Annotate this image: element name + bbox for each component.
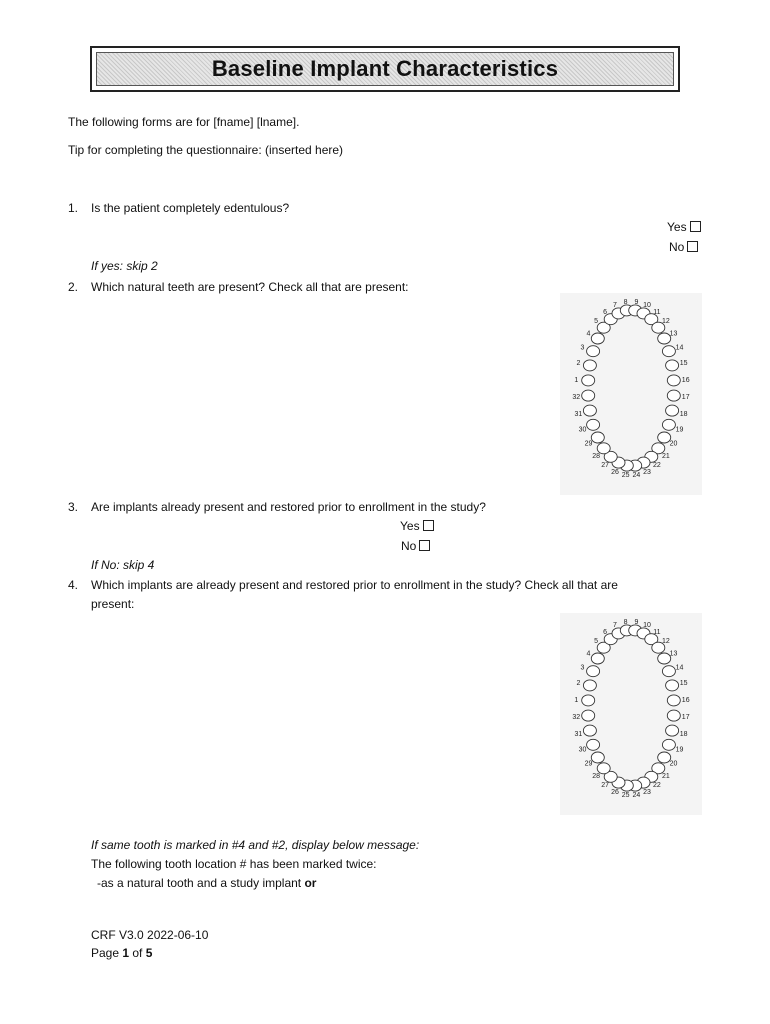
tooth-number-12: 12 — [662, 318, 670, 326]
tooth-number-10: 10 — [643, 622, 651, 630]
tooth-number-2: 2 — [576, 360, 581, 368]
duplicate-message-line2 — [97, 876, 316, 890]
q3-number: 3. — [68, 500, 79, 514]
tooth-1[interactable] — [582, 375, 595, 386]
tooth-number-29: 29 — [584, 760, 593, 768]
q1-yes-label: Yes — [667, 220, 687, 234]
tooth-number-21: 21 — [662, 772, 670, 780]
tooth-number-9: 9 — [634, 618, 639, 626]
intro-text: The following forms are for [fname] [lname]. — [68, 115, 300, 129]
tooth-chart-implants-drawing[interactable] — [560, 613, 702, 815]
page-current: 1 — [122, 946, 130, 960]
page-of: of — [129, 946, 146, 960]
tooth-number-31: 31 — [574, 730, 583, 738]
q3-yes-option[interactable] — [400, 519, 434, 533]
tooth-number-1: 1 — [574, 377, 579, 384]
tooth-17[interactable] — [667, 390, 680, 401]
q1-no-checkbox[interactable] — [687, 241, 698, 252]
q3-no-checkbox[interactable] — [419, 540, 430, 551]
tooth-number-8: 8 — [623, 618, 628, 626]
tooth-3[interactable] — [587, 666, 600, 677]
tooth-18[interactable] — [666, 725, 679, 736]
tooth-number-5: 5 — [594, 318, 599, 326]
page-title: Baseline Implant Characteristics — [211, 56, 559, 81]
page-prefix: Page — [91, 946, 123, 960]
tooth-16[interactable] — [667, 375, 680, 386]
tooth-number-14: 14 — [675, 344, 684, 352]
q4-text-line2: present: — [91, 597, 135, 611]
title-banner — [90, 46, 680, 92]
tooth-number-4: 4 — [586, 330, 591, 338]
q4-text-line1: Which implants are already present and restored prior to enrollment in the study? Check all that are — [91, 578, 618, 592]
tip-text: Tip for completing the questionnaire: (inserted here) — [68, 143, 344, 157]
tooth-29[interactable] — [591, 432, 604, 443]
tooth-number-6: 6 — [603, 308, 608, 316]
tooth-number-23: 23 — [643, 788, 651, 796]
tooth-chart-natural-drawing[interactable] — [560, 293, 702, 495]
tooth-number-4: 4 — [586, 650, 591, 658]
tooth-number-15: 15 — [679, 360, 688, 368]
tooth-number-24: 24 — [632, 472, 641, 480]
tooth-32[interactable] — [582, 710, 595, 721]
footer-version: CRF V3.0 2022-06-10 — [91, 928, 209, 942]
tooth-number-10: 10 — [643, 302, 651, 310]
tooth-30[interactable] — [587, 739, 600, 750]
tooth-19[interactable] — [662, 739, 675, 750]
tooth-31[interactable] — [583, 405, 596, 416]
tooth-19[interactable] — [662, 419, 675, 430]
tooth-30[interactable] — [587, 419, 600, 430]
q3-text: Are implants already present and restored prior to enrollment in the study? — [91, 500, 486, 514]
tooth-chart-implants[interactable] — [560, 613, 702, 815]
tooth-number-5: 5 — [594, 638, 599, 646]
tooth-number-32: 32 — [572, 714, 581, 721]
q1-yes-checkbox[interactable] — [690, 221, 701, 232]
tooth-number-26: 26 — [611, 468, 619, 476]
tooth-number-17: 17 — [681, 714, 690, 721]
tooth-number-16: 16 — [681, 697, 690, 704]
tooth-chart-natural[interactable] — [560, 293, 702, 495]
tooth-number-13: 13 — [669, 330, 678, 338]
tooth-number-27: 27 — [601, 782, 609, 790]
tooth-number-2: 2 — [576, 680, 581, 688]
duplicate-condition-note: If same tooth is marked in #4 and #2, display below message: — [91, 838, 420, 852]
tooth-number-23: 23 — [643, 468, 651, 476]
tooth-2[interactable] — [583, 680, 596, 691]
tooth-18[interactable] — [666, 405, 679, 416]
tooth-number-8: 8 — [623, 298, 628, 306]
tooth-number-12: 12 — [662, 638, 670, 646]
q2-number: 2. — [68, 280, 79, 294]
tooth-17[interactable] — [667, 710, 680, 721]
tooth-number-11: 11 — [653, 308, 661, 316]
q1-yes-option[interactable] — [667, 220, 701, 234]
tooth-number-20: 20 — [669, 440, 678, 448]
tooth-number-32: 32 — [572, 394, 581, 401]
tooth-number-28: 28 — [592, 452, 600, 460]
tooth-number-16: 16 — [681, 377, 690, 384]
tooth-number-21: 21 — [662, 452, 670, 460]
tooth-number-19: 19 — [675, 746, 684, 754]
tooth-number-30: 30 — [578, 426, 587, 434]
tooth-2[interactable] — [583, 360, 596, 371]
tooth-15[interactable] — [666, 360, 679, 371]
tooth-number-14: 14 — [675, 664, 684, 672]
tooth-16[interactable] — [667, 695, 680, 706]
tooth-32[interactable] — [582, 390, 595, 401]
q2-text: Which natural teeth are present? Check all that are present: — [91, 280, 409, 294]
tooth-number-3: 3 — [580, 344, 585, 352]
q3-yes-label: Yes — [400, 519, 420, 533]
tooth-number-19: 19 — [675, 426, 684, 434]
page-total: 5 — [145, 946, 153, 960]
duplicate-message-or: or — [304, 876, 317, 890]
tooth-3[interactable] — [587, 346, 600, 357]
tooth-14[interactable] — [662, 666, 675, 677]
q1-no-label: No — [669, 240, 685, 254]
tooth-number-25: 25 — [621, 792, 630, 800]
tooth-15[interactable] — [666, 680, 679, 691]
title-banner-fill — [96, 52, 674, 86]
q3-no-option[interactable] — [401, 539, 430, 553]
tooth-number-29: 29 — [584, 440, 593, 448]
duplicate-message-prefix: -as a natural tooth and a study implant — [97, 876, 305, 890]
tooth-number-7: 7 — [613, 622, 617, 630]
tooth-number-13: 13 — [669, 650, 678, 658]
footer-page — [91, 946, 152, 960]
duplicate-message-line1: The following tooth location # has been marked twice: — [91, 857, 377, 871]
q1-text: Is the patient completely edentulous? — [91, 201, 290, 215]
tooth-29[interactable] — [591, 752, 604, 763]
tooth-number-24: 24 — [632, 792, 641, 800]
tooth-number-22: 22 — [653, 462, 661, 470]
tooth-number-17: 17 — [681, 394, 690, 401]
tooth-number-20: 20 — [669, 760, 678, 768]
tooth-number-18: 18 — [679, 410, 688, 418]
tooth-4[interactable] — [591, 653, 604, 664]
tooth-number-30: 30 — [578, 746, 587, 754]
q3-yes-checkbox[interactable] — [423, 520, 434, 531]
tooth-number-27: 27 — [601, 462, 609, 470]
tooth-number-22: 22 — [653, 782, 661, 790]
tooth-number-7: 7 — [613, 302, 617, 310]
tooth-number-31: 31 — [574, 410, 583, 418]
tooth-number-6: 6 — [603, 628, 608, 636]
tooth-number-9: 9 — [634, 298, 639, 306]
tooth-number-15: 15 — [679, 680, 688, 688]
tooth-number-3: 3 — [580, 664, 585, 672]
tooth-14[interactable] — [662, 346, 675, 357]
tooth-1[interactable] — [582, 695, 595, 706]
tooth-number-25: 25 — [621, 472, 630, 480]
q1-skip-note: If yes: skip 2 — [91, 259, 158, 273]
q4-number: 4. — [68, 578, 79, 592]
q3-no-label: No — [401, 539, 417, 553]
q1-no-option[interactable] — [669, 240, 698, 254]
q1-number: 1. — [68, 201, 79, 215]
tooth-31[interactable] — [583, 725, 596, 736]
tooth-number-28: 28 — [592, 772, 600, 780]
tooth-number-26: 26 — [611, 788, 619, 796]
tooth-number-11: 11 — [653, 628, 661, 636]
q3-skip-note: If No: skip 4 — [91, 558, 155, 572]
tooth-number-18: 18 — [679, 730, 688, 738]
tooth-number-1: 1 — [574, 697, 579, 704]
tooth-4[interactable] — [591, 333, 604, 344]
